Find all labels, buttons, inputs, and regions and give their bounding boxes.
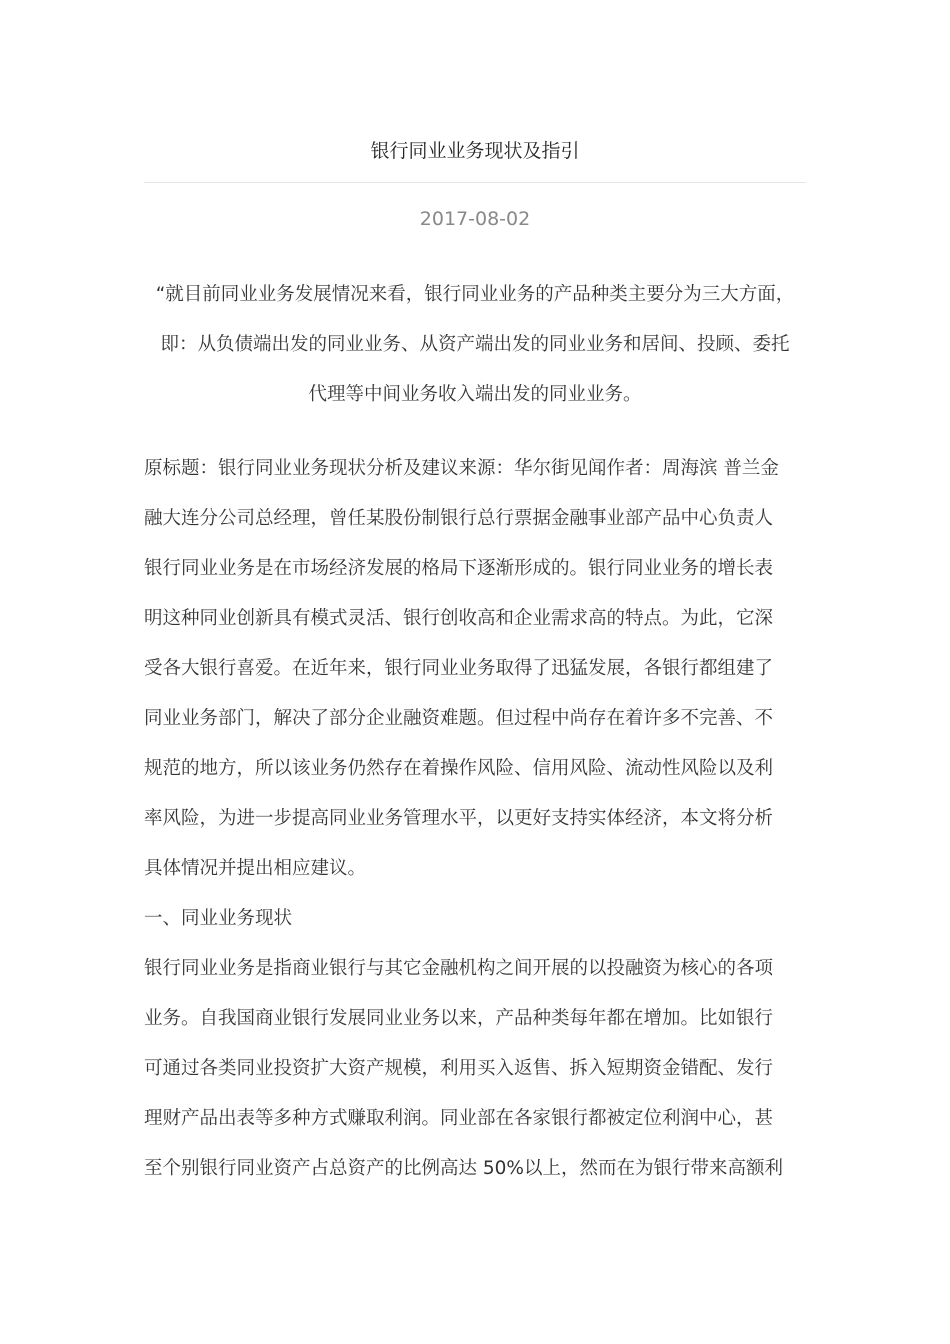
article-body: [144, 444, 806, 1194]
article-title: 银行同业业务现状及指引: [370, 140, 580, 162]
body-line: 银行同业业务是在市场经济发展的格局下逐渐形成的。银行同业业务的增长表: [144, 558, 774, 579]
body-line: 可通过各类同业投资扩大资产规模，利用买入返售、拆入短期资金错配、发行: [144, 1058, 774, 1079]
article-date: 2017-08-02: [419, 208, 531, 230]
body-line: 同业业务部门，解决了部分企业融资难题。但过程中尚存在着许多不完善、不: [144, 708, 774, 729]
body-line: 率风险，为进一步提高同业业务管理水平，以更好支持实体经济，本文将分析: [144, 808, 774, 829]
quote-line: 即：从负债端出发的同业业务、从资产端出发的同业业务和居间、投顾、委托: [160, 334, 790, 355]
article-lead-quote: [144, 270, 806, 420]
body-line: 至个别银行同业资产占总资产的比例高达 50%以上，然而在为银行带来高额利: [144, 1158, 784, 1179]
body-line: 受各大银行喜爱。在近年来，银行同业业务取得了迅猛发展，各银行都组建了: [144, 658, 774, 679]
body-line: 规范的地方，所以该业务仍然存在着操作风险、信用风险、流动性风险以及利: [144, 758, 774, 779]
body-line: 融大连分公司总经理，曾任某股份制银行总行票据金融事业部产品中心负责人: [144, 508, 774, 529]
section-heading: 一、同业业务现状: [144, 908, 293, 929]
quote-line: 代理等中间业务收入端出发的同业业务。: [308, 384, 642, 405]
body-line: 理财产品出表等多种方式赚取利润。同业部在各家银行都被定位利润中心，甚: [144, 1108, 774, 1129]
body-line: 原标题：银行同业业务现状分析及建议来源：华尔街见闻作者：周海滨 普兰金: [144, 458, 779, 479]
title-divider: [144, 182, 806, 183]
body-line: 明这种同业创新具有模式灵活、银行创收高和企业需求高的特点。为此，它深: [144, 608, 774, 629]
body-line: 业务。自我国商业银行发展同业业务以来，产品种类每年都在增加。比如银行: [144, 1008, 774, 1029]
body-line: 银行同业业务是指商业银行与其它金融机构之间开展的以投融资为核心的各项: [144, 958, 774, 979]
body-line: 具体情况并提出相应建议。: [144, 858, 367, 879]
quote-line: “就目前同业业务发展情况来看，银行同业业务的产品种类主要分为三大方面，: [155, 284, 795, 305]
